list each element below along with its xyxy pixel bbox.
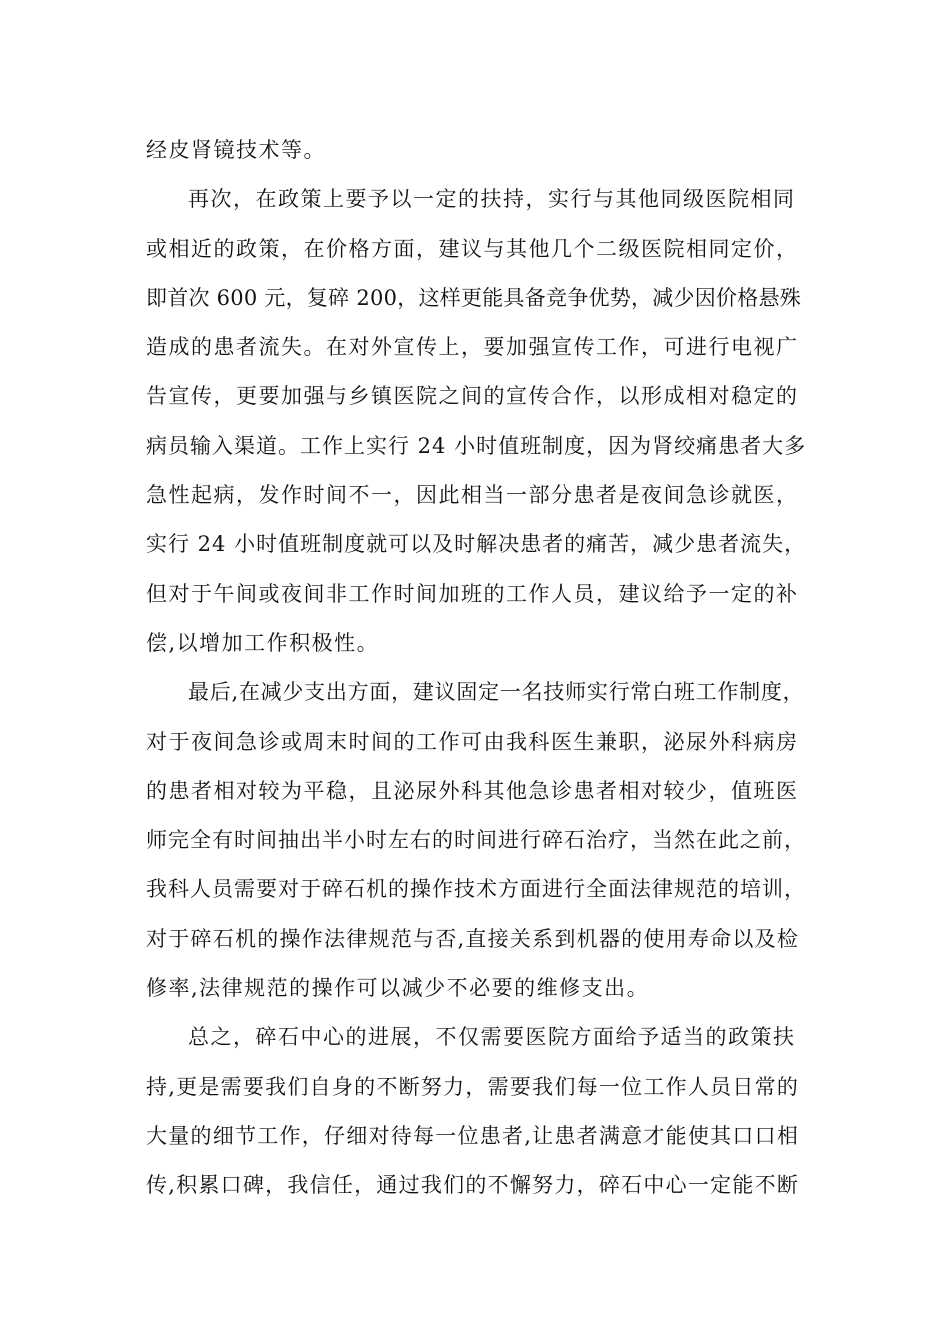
text-line: 病员输入渠道。工作上实行 24 小时值班制度，因为肾绞痛患者大多 <box>146 433 807 458</box>
text-line: 大量的细节工作，仔细对待每一位患者,让患者满意才能使其口口相 <box>146 1123 800 1148</box>
text-line: 的患者相对较为平稳，且泌尿外科其他急诊患者相对较少，值班医 <box>146 778 799 803</box>
text-line: 持,更是需要我们自身的不断努力，需要我们每一位工作人员日常的 <box>146 1074 800 1099</box>
text-line: 修率,法律规范的操作可以减少不必要的维修支出。 <box>146 976 650 1001</box>
text-line: 传,积累口碑，我信任，通过我们的不懈努力，碎石中心一定能不断 <box>146 1173 800 1198</box>
text-line: 即首次 600 元，复碎 200，这样更能具备竞争优势，减少因价格悬殊 <box>146 285 801 310</box>
text-line: 总之，碎石中心的进展，不仅需要医院方面给予适当的政策扶 <box>188 1025 796 1050</box>
text-line: 偿,以增加工作积极性。 <box>146 630 380 655</box>
text-line: 但对于午间或夜间非工作时间加班的工作人员，建议给予一定的补 <box>146 581 799 606</box>
text-line: 实行 24 小时值班制度就可以及时解决患者的痛苦，减少患者流失， <box>146 532 807 557</box>
text-line: 我科人员需要对于碎石机的操作技术方面进行全面法律规范的培训， <box>146 877 806 902</box>
text-line: 经皮肾镜技术等。 <box>146 138 326 162</box>
text-line: 对于夜间急诊或周末时间的工作可由我科医生兼职，泌尿外科病房 <box>146 729 799 754</box>
text-line: 造成的患者流失。在对外宣传上，要加强宣传工作，可进行电视广 <box>146 335 799 360</box>
text-line: 师完全有时间抽出半小时左右的时间进行碎石治疗，当然在此之前， <box>146 828 806 853</box>
text-line: 再次，在政策上要予以一定的扶持，实行与其他同级医院相同 <box>188 187 796 212</box>
text-line: 急性起病，发作时间不一，因此相当一部分患者是夜间急诊就医， <box>146 483 799 508</box>
text-line: 最后,在减少支出方面，建议固定一名技师实行常白班工作制度， <box>188 680 805 705</box>
body-text <box>146 126 806 1211</box>
text-line: 告宣传，更要加强与乡镇医院之间的宣传合作，以形成相对稳定的 <box>146 384 799 409</box>
text-line: 或相近的政策，在价格方面，建议与其他几个二级医院相同定价， <box>146 236 799 261</box>
text-line: 对于碎石机的操作法律规范与否,直接关系到机器的使用寿命以及检 <box>146 926 800 951</box>
